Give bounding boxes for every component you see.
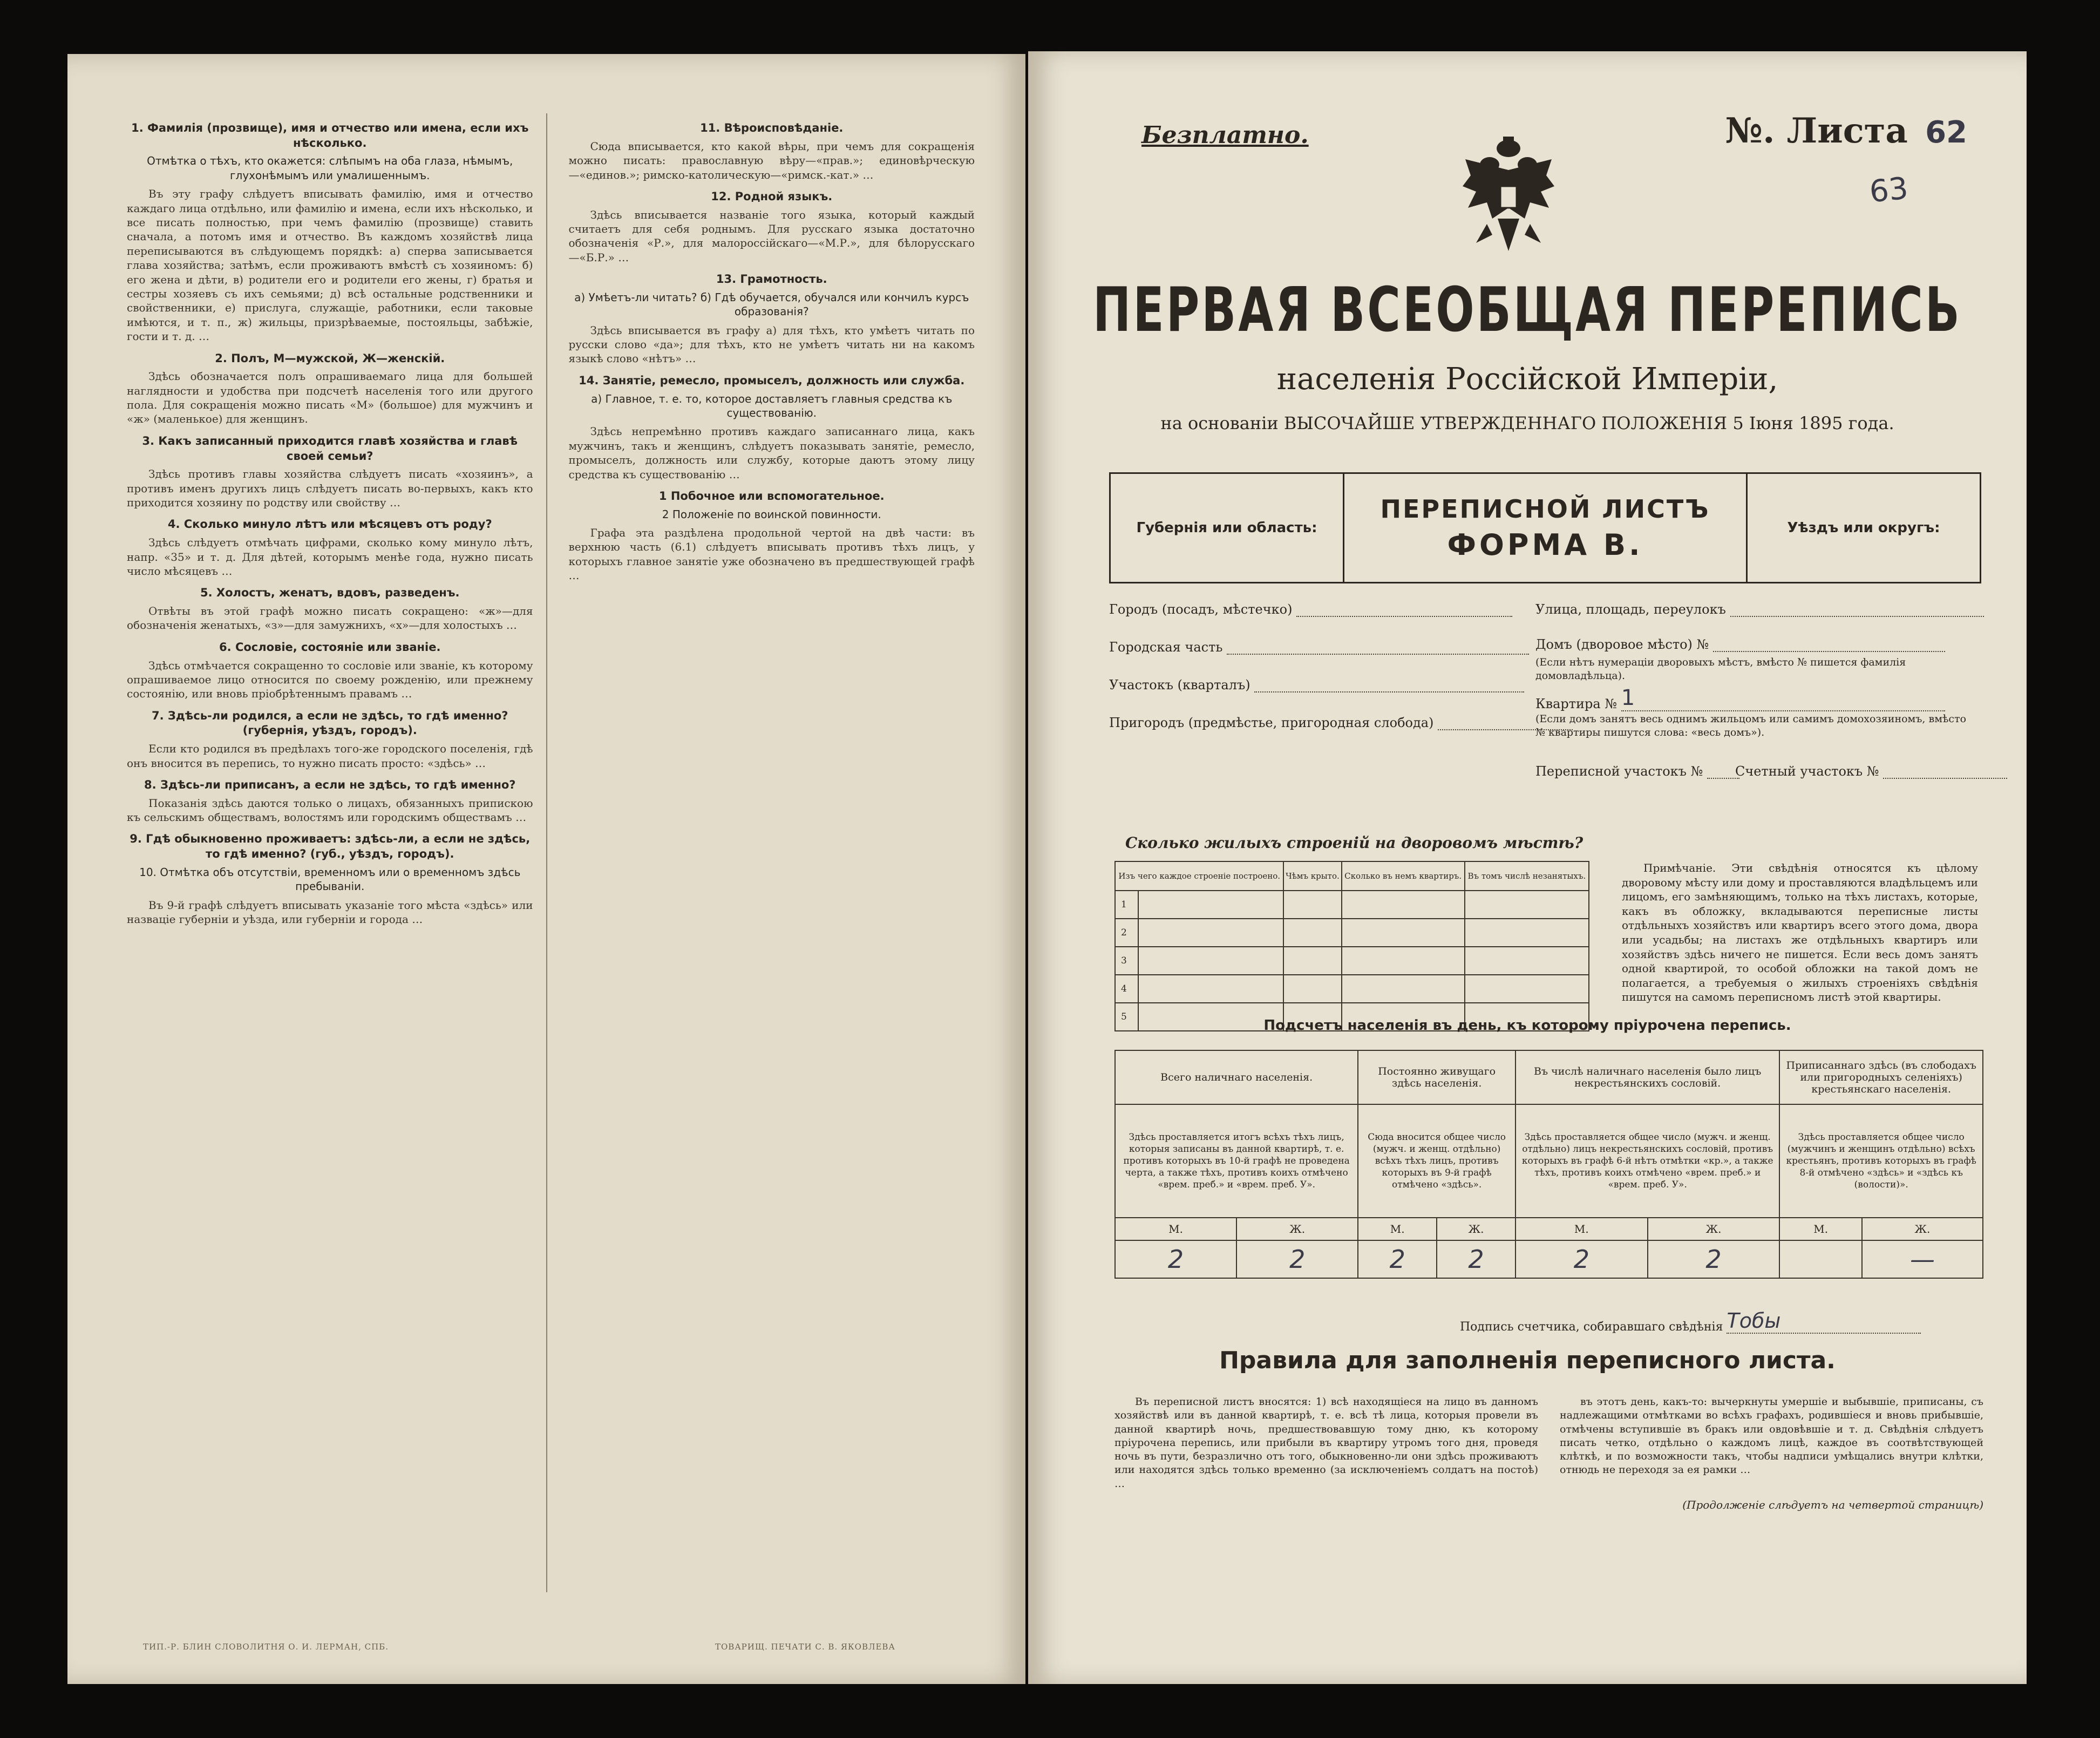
section-title: 9. Гдѣ обыкновенно проживаетъ: здѣсь-ли, а если не здѣсь, то гдѣ именно? (губ., уѣздъ, городъ). <box>130 832 531 861</box>
section-subtitle: 2 Положеніе по воинской повинности. <box>662 507 881 521</box>
count-header-peasant: Приписаннаго здѣсь (въ слободахъ или пригородныхъ селеніяхъ) крестьянскаго населенія. <box>1779 1050 1983 1104</box>
section-title: 13. Грамотность. <box>716 273 827 286</box>
buildings-header-apartments: Сколько въ немъ квартиръ. <box>1342 861 1465 891</box>
section-body: Сюда вписывается, кто какой вѣры, при чемъ для сокращенія можно писать: православную вѣру—«прав.»; единовѣрческую—«единов.»; римско-католическую—«римск.-кат.» … <box>568 139 975 181</box>
table-row: 3 <box>1115 947 1589 975</box>
instruction-section <box>569 272 975 366</box>
section-body: Въ 9-й графѣ слѣдуетъ вписывать указаніе того мѣста «здѣсь» или назваціе губерніи и уѣзда, или губерніи и города … <box>127 898 533 926</box>
buildings-header-material: Изъ чего каждое строеніе построено. <box>1115 861 1283 891</box>
section-body: Здѣсь слѣдуетъ отмѣчать цифрами, сколько кому минуло лѣтъ, напр. «35» и т. д. Для дѣтей, которымъ менѣе года, нужно писать число мѣсяцевъ … <box>127 536 533 578</box>
section-title: 11. Вѣроисповѣданіе. <box>700 121 844 134</box>
instructions-column-1 <box>127 113 547 1592</box>
section-body: Здѣсь обозначается полъ опрашиваемаго лица для большей наглядности и удобства при подсчетѣ населенія того или другого пола. Для сокращенія можно писать «М» (большое) для мужчинъ и «ж» (маленькое) для женщинъ. <box>127 370 533 426</box>
census-district-field[interactable]: Переписной участокъ № <box>1535 764 1739 779</box>
count-peasant-m[interactable] <box>1779 1240 1861 1278</box>
province-label: Губернія или область: <box>1136 520 1317 536</box>
section-title: 12. Родной языкъ. <box>711 189 833 203</box>
section-body: Графа эта раздѣлена продольной чертой на двѣ части: въ верхнюю часть (6.1) слѣдуетъ вписывать противъ тѣхъ лицъ, у которыхъ главное занятіе уже обозначено въ предшествующей графѣ … <box>568 526 975 582</box>
rules-text <box>1114 1395 1983 1512</box>
city-part-field[interactable]: Городская часть <box>1109 640 1529 655</box>
count-desc-permanent: Сюда вносится общее число (мужч. и женщ. отдѣльно) всѣхъ тѣхъ лицъ, противъ которыхъ въ 9-й графѣ отмѣчено «здѣсь». <box>1358 1104 1515 1218</box>
section-title: 8. Здѣсь-ли приписанъ, а если не здѣсь, то гдѣ именно? <box>144 778 516 791</box>
handwritten-page-number: 63 <box>1867 171 1910 210</box>
count-total-zh[interactable]: 2 <box>1236 1240 1358 1278</box>
instruction-section <box>127 832 533 926</box>
instructions-columns <box>127 113 988 1592</box>
instruction-section <box>127 517 533 578</box>
count-zh-label: Ж. <box>1648 1218 1780 1240</box>
sheet-number-handwritten: 62 <box>1925 115 1967 150</box>
house-field[interactable]: Домъ (дворовое мѣсто) № <box>1535 637 1945 652</box>
buildings-question: Сколько жилыхъ строеній на дворовомъ мѣстѣ? <box>1125 834 1584 852</box>
count-header-non-peasant: Въ числѣ наличнаго населенія было лицъ некрестьянскихъ сословій. <box>1515 1050 1779 1104</box>
count-m-label: М. <box>1515 1218 1648 1240</box>
buildings-header-roof: Чѣмъ крыто. <box>1283 861 1341 891</box>
count-desc-peasant: Здѣсь проставляется общее число (мужчинъ и женщинъ отдѣльно) всѣхъ крестьянъ, противъ которыхъ въ графѣ 8-й отмѣчено «здѣсь» и «здѣсь къ (волости)». <box>1779 1104 1983 1218</box>
section-body: Отвѣты въ этой графѣ можно писать сокращено: «ж»—для обозначенія женатыхъ, «з»—для замужнихъ, «х»—для холостыхъ … <box>127 605 533 632</box>
district-field[interactable]: Участокъ (кварталъ) <box>1109 677 1524 693</box>
count-zh-label: Ж. <box>1437 1218 1515 1240</box>
section-title: 3. Какъ записанный приходится главѣ хозяйства и главѣ своей семьи? <box>142 434 518 463</box>
double-headed-eagle-icon <box>1455 127 1562 256</box>
section-body: Здѣсь непремѣнно противъ каждаго записаннаго лица, какъ мужчинъ, такъ и женщинъ, слѣдуетъ показывать занятіе, ремесло, промыселъ, должность или службу, которые даютъ этому лицу средства къ существованію … <box>568 425 975 481</box>
instruction-section <box>569 489 975 583</box>
county-label: Уѣздъ или округъ: <box>1787 520 1940 536</box>
form-title-cell <box>1343 474 1748 582</box>
legal-basis: на основаніи ВЫСОЧАЙШЕ УТВЕРЖДЕННАГО ПОЛОЖЕНІЯ 5 Іюня 1895 года. <box>1160 413 1894 433</box>
instruction-section <box>127 778 533 825</box>
section-title: 2. Полъ, М—мужской, Ж—женскій. <box>215 351 445 365</box>
count-header-total: Всего наличнаго населенія. <box>1115 1050 1358 1104</box>
page-subtitle: населенія Россійской Имперіи, <box>1276 362 1778 397</box>
buildings-note: Примѣчаніе. Эти свѣдѣнія относятся къ цѣлому дворовому мѣсту или дому и проставляются владѣльцемъ или лицомъ, его замѣняющимъ, только на тѣхъ листахъ, которые, какъ въ обложку, вкладываются переписные листы отдѣльныхъ хозяйствъ или квартиръ всего этого дома, двора или усадьбы; на листахъ же отдѣльныхъ квартиръ или хозяйствъ здѣсь ничего не пишется. Если весь домъ занятъ одной квартирой, то особой обложки на такой домъ не полагается, а требуемыя о жилыхъ строеніяхъ свѣдѣнія пишутся на самомъ переписномъ листѣ этой квартиры. <box>1622 861 1978 1004</box>
sheet-number <box>1725 111 1968 151</box>
count-zh-label: Ж. <box>1862 1218 1983 1240</box>
section-body: Здѣсь вписывается въ графу а) для тѣхъ, кто умѣетъ читать по русски слово «да»; для тѣхъ, кто не умѣетъ читать ни на какомъ языкѣ слово «нѣтъ» … <box>568 323 975 365</box>
section-title: 7. Здѣсь-ли родился, а если не здѣсь, то гдѣ именно? (губернія, уѣздъ, городъ). <box>152 709 508 737</box>
section-title: 6. Сословіе, состояніе или званіе. <box>219 640 441 654</box>
rules-title: Правила для заполненія переписного листа. <box>1219 1347 1836 1374</box>
section-title: 1. Фамилія (прозвище), имя и отчество или имена, если ихъ нѣсколько. <box>131 121 529 150</box>
instruction-section <box>569 374 975 481</box>
apartment-note: (Если домъ занятъ весь однимъ жильцомъ или самимъ домохозяиномъ, вмѣсто № квартиры пишутся слова: «весь домъ»). <box>1535 713 1967 738</box>
count-desc-total: Здѣсь проставляется итогъ всѣхъ тѣхъ лицъ, которыя записаны въ данной квартирѣ, т. е. противъ которыхъ въ 10-й графѣ не проведена черта, а также тѣхъ, противъ коихъ отмѣчено «врем. преб.» и «врем. преб. У». <box>1115 1104 1358 1218</box>
buildings-header-vacant: Въ томъ числѣ незанятыхъ. <box>1465 861 1589 891</box>
table-row: 2 <box>1115 919 1589 947</box>
suburb-field[interactable]: Пригородъ (предмѣстье, пригородная слобода) <box>1109 715 1573 730</box>
free-label: Безплатно. <box>1141 121 1309 149</box>
count-permanent-m[interactable]: 2 <box>1358 1240 1437 1278</box>
page-title: ПЕРВАЯ ВСЕОБЩАЯ ПЕРЕПИСЬ <box>1093 274 1962 346</box>
sheet-number-label: №. Листа <box>1725 111 1908 151</box>
section-title: 14. Занятіе, ремесло, промыселъ, должность или служба. <box>579 374 965 387</box>
apartment-field[interactable]: Квартира № 1 <box>1535 685 1945 711</box>
instruction-section <box>127 640 533 701</box>
count-peasant-zh[interactable]: — <box>1862 1240 1983 1278</box>
continuation-note: (Продолженіе слѣдуетъ на четвертой страницѣ) <box>1682 1498 1983 1512</box>
count-non-peasant-zh[interactable]: 2 <box>1648 1240 1780 1278</box>
section-title: 4. Сколько минуло лѣтъ или мѣсяцевъ отъ роду? <box>167 518 492 531</box>
apartment-value: 1 <box>1621 685 1945 711</box>
printer-imprint-left: ТИП.-Р. БЛИН СЛОВОЛИТНЯ О. И. ЛЕРМАН, СПБ. <box>143 1642 389 1652</box>
count-district-field[interactable]: Счетный участокъ № <box>1735 764 2007 779</box>
street-field[interactable]: Улица, площадь, переулокъ <box>1535 602 1984 617</box>
count-zh-label: Ж. <box>1236 1218 1358 1240</box>
section-subtitle: Отмѣтка о тѣхъ, кто окажется: слѣпымъ на оба глаза, нѣмымъ, глухонѣмымъ или умалишеннымъ. <box>147 154 513 182</box>
house-note: (Если нѣтъ нумераціи дворовыхъ мѣстъ, вмѣсто № пишется фамилія домовладѣльца). <box>1535 656 1906 682</box>
instruction-section <box>127 586 533 633</box>
section-body: Если кто родился въ предѣлахъ того-же городского поселенія, гдѣ онъ вносится въ перепись, то нужно писать просто: «здѣсь» … <box>127 742 533 770</box>
left-page <box>67 54 1025 1684</box>
section-body: Въ эту графу слѣдуетъ вписывать фамилію, имя и отчество каждаго лица отдѣльно, или фамилію и имена, если ихъ нѣсколько, и все писать полностью, при чемъ фамилію (прозвище) ставить сначала, а потомъ имя и отчество. Въ каждомъ хозяйствѣ лица переписываются въ слѣдующемъ порядкѣ: а) сперва записывается глава хозяйства; затѣмъ, если проживаютъ вмѣстѣ съ хозяиномъ: б) его жена и дѣти, в) родители его и родители его жены, г) братья и сестры хозяевъ съ ихъ семьями; д) всѣ остальные родственники и свойственники, е) прислуга, служащіе, работники, если таковые имѣются, и т. п., ж) жильцы, призрѣваемые, постояльцы, забѣжіе, гости и т. д. … <box>127 187 533 343</box>
instruction-section <box>569 189 975 264</box>
section-subtitle: а) Умѣетъ-ли читать? б) Гдѣ обучается, обучался или кончилъ курсъ образованія? <box>574 290 969 318</box>
count-non-peasant-m[interactable]: 2 <box>1515 1240 1648 1278</box>
instruction-section <box>569 121 975 182</box>
section-body: Здѣсь противъ главы хозяйства слѣдуетъ писать «хозяинъ», а противъ именъ другихъ лицъ слѣдуетъ писать во-первыхъ, какъ кто приходится хозяину по родству или свойству … <box>127 467 533 510</box>
census-sheet-title: ПЕРЕПИСНОЙ ЛИСТЪ <box>1380 494 1710 524</box>
table-row: 5 <box>1115 1003 1589 1031</box>
section-subtitle: 10. Отмѣтка объ отсутствіи, временномъ или о временномъ здѣсь пребываніи. <box>139 865 521 893</box>
form-header-box <box>1109 472 1981 583</box>
count-permanent-zh[interactable]: 2 <box>1437 1240 1515 1278</box>
section-body: Здѣсь вписывается названіе того языка, который каждый считаетъ для себя роднымъ. Для русскаго языка достаточно обозначенія «Р.», для малороссійскаго—«М.Р.», для бѣлорусскаго—«Б.Р.» … <box>568 208 975 264</box>
instruction-section <box>127 434 533 510</box>
section-body: Здѣсь отмѣчается сокращенно то сословіе или званіе, къ которому опрашиваемое лицо относится по своему рожденію, или прежнему состоянію, или вновь пріобрѣтеннымъ правамъ … <box>127 658 533 701</box>
section-title: 1 Побочное или вспомогательное. <box>658 489 885 503</box>
instruction-section <box>127 121 533 344</box>
table-row: 4 <box>1115 975 1589 1003</box>
count-header-permanent: Постоянно живущаго здѣсь населенія. <box>1358 1050 1515 1104</box>
instruction-section <box>127 709 533 770</box>
buildings-table <box>1114 861 1589 1031</box>
population-count-title: Подсчетъ населенія въ день, къ которому пріурочена перепись. <box>1263 1017 1791 1034</box>
count-m-label: М. <box>1779 1218 1861 1240</box>
section-title: 5. Холостъ, женатъ, вдовъ, разведенъ. <box>200 586 460 600</box>
city-field[interactable]: Городъ (посадъ, мѣстечко) <box>1109 602 1512 617</box>
count-total-m[interactable]: 2 <box>1115 1240 1236 1278</box>
form-letter: ФОРМА В. <box>1447 527 1643 562</box>
instruction-section <box>127 351 533 426</box>
right-page <box>1028 51 2027 1684</box>
enumerator-signature: Подпись счетчика, собиравшаго свѣдѣнія Тобы <box>1460 1309 1921 1334</box>
count-desc-non-peasant: Здѣсь проставляется общее число (мужч. и женщ. отдѣльно) лицъ некрестьянскихъ сословій, противъ которыхъ въ графѣ 6-й нѣтъ отмѣтки «кр.», а также тѣхъ, противъ коихъ отмѣчено «врем. преб.» и «врем. преб. У». <box>1515 1104 1779 1218</box>
printer-imprint-right: ТОВАРИЩ. ПЕЧАТИ С. В. ЯКОВЛЕВА <box>715 1642 895 1652</box>
section-subtitle: а) Главное, т. е. то, которое доставляетъ главныя средства къ существованію. <box>591 392 953 419</box>
population-count-table <box>1114 1050 1983 1279</box>
count-m-label: М. <box>1358 1218 1437 1240</box>
section-body: Показанія здѣсь даются только о лицахъ, обязанныхъ припискою къ сельскимъ обществамъ, волостямъ или городскимъ обществамъ … <box>127 796 533 824</box>
table-row: 1 <box>1115 891 1589 919</box>
instructions-column-2 <box>569 113 988 1592</box>
count-m-label: М. <box>1115 1218 1236 1240</box>
rules-column-2: въ этотъ день, какъ-то: вычеркнуты умершіе и выбывшіе, приписаны, съ надлежащими отмѣтками во всѣхъ графахъ, родившіеся и вновь прибывшіе, отмѣчены вступившіе въ бракъ или овдовѣвшіе и т. д. Свѣдѣнія слѣдуетъ писать четко, отдѣльно о каждомъ лицѣ, каждое въ соотвѣтствующей клѣткѣ, и по возможности такъ, чтобы надписи умѣщались внутри клѣтки, отнюдь не переходя за ея рамки … <box>1560 1396 1983 1476</box>
rules-column-1: Въ переписной листъ вносятся: 1) всѣ находящіеся на лицо въ данномъ хозяйствѣ или въ данной квартирѣ, т. е. всѣ тѣ лица, которыя провели въ данной квартирѣ ночь, предшествовавшую тому дню, къ которому пріурочена перепись, или прибыли въ квартиру утромъ того дня, проведя ночь въ пути, безразлично отъ того, обыкновенно-ли они здѣсь проживаютъ или находятся здѣсь только временно (за исключеніемъ солдатъ на постоѣ) … <box>1114 1396 1538 1490</box>
signature-value[interactable]: Тобы <box>1727 1309 1921 1334</box>
